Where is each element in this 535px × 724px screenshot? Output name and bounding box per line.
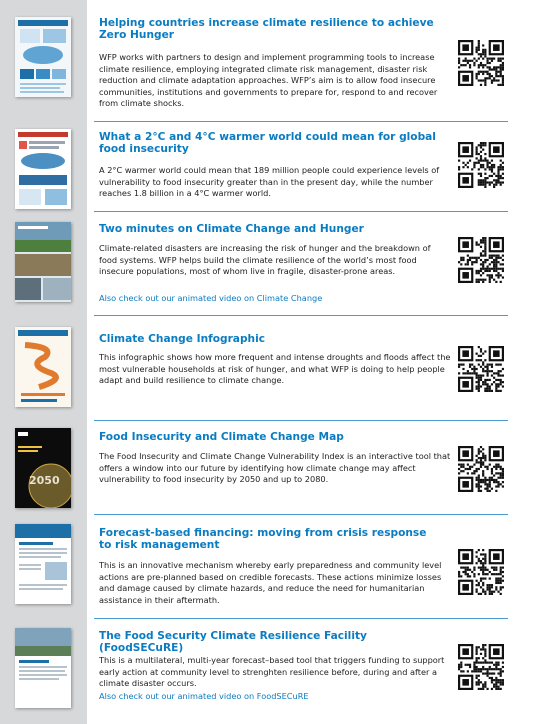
qr-code-icon bbox=[458, 40, 504, 86]
foodsecure-video-link[interactable]: Also check out our animated video on FoodSECuRE bbox=[99, 691, 309, 701]
thumbnail-video-climate-hunger[interactable] bbox=[15, 222, 71, 302]
entry-description: This is a multilateral, multi-year forecast–based tool that triggers funding to support early action at community level to strenghten resilience before, during and after a climate disaster occurs. bbox=[99, 655, 445, 689]
qr-code-icon bbox=[458, 142, 504, 188]
entry-title[interactable]: What a 2°C and 4°C warmer world could mean for global food insecurity bbox=[99, 131, 436, 156]
entry-title[interactable]: The Food Security Climate Resilience Facility (FoodSECuRE) bbox=[99, 630, 367, 655]
separator-line bbox=[94, 618, 508, 619]
thumbnail-climate-infographic[interactable] bbox=[15, 327, 71, 407]
entry-description: The Food Insecurity and Climate Change Vulnerability Index is an interactive tool that offers a window into our future by identifying how climate change may affect vulnerability to food insecurity by 2050 and up to 2080. bbox=[99, 451, 451, 485]
qr-code-icon bbox=[458, 446, 504, 492]
thumbnail-infographic-resilience[interactable] bbox=[15, 17, 71, 97]
separator-line bbox=[94, 514, 508, 515]
qr-code-icon bbox=[458, 237, 504, 283]
entry-title[interactable]: Helping countries increase climate resilience to achieve Zero Hunger bbox=[99, 17, 434, 42]
qr-code-icon bbox=[458, 644, 504, 690]
thumbnail-forecast-financing[interactable] bbox=[15, 524, 71, 604]
qr-code-icon bbox=[458, 549, 504, 595]
separator-line bbox=[94, 121, 508, 122]
entry-description: A 2°C warmer world could mean that 189 million people could experience levels of vulnerability to food insecurity greater than in the present day, while the number reaches 1.8 billion in a 4°C warmer world. bbox=[99, 165, 440, 199]
climate-change-video-link[interactable]: Also check out our animated video on Climate Change bbox=[99, 293, 323, 303]
thumbnail-food-insecurity-map[interactable] bbox=[15, 428, 71, 508]
separator-line bbox=[94, 211, 508, 212]
entry-title[interactable]: Forecast-based financing: moving from crisis response to risk management bbox=[99, 527, 427, 552]
thumbnail-foodsecure[interactable] bbox=[15, 628, 71, 708]
separator-line bbox=[94, 315, 508, 316]
entry-description: WFP works with partners to design and implement programming tools to increase climate resilience, employing integrated climate risk management, disaster risk reduction and climate adaptation approaches. WFP’s aim is to allow food insecure communities, institutions and governments to prepare for, respond to and recover from climate shocks. bbox=[99, 52, 438, 109]
entry-title[interactable]: Two minutes on Climate Change and Hunger bbox=[99, 223, 364, 235]
qr-code-icon bbox=[458, 346, 504, 392]
entry-title[interactable]: Climate Change Infographic bbox=[99, 333, 265, 345]
entry-description: This infographic shows how more frequent and intense droughts and floods affect the most vulnerable households at risk of hunger, and what WFP is doing to help people adapt and build resilience to climate change. bbox=[99, 352, 451, 386]
thumbnail-2050-label: 2050 bbox=[29, 474, 60, 487]
entry-description: Climate-related disasters are increasing the risk of hunger and the breakdown of food systems. WFP helps build the climate resilience of the world’s most food insecure populations, most of whom live in fragile, disaster-prone areas. bbox=[99, 243, 431, 277]
entry-title[interactable]: Food Insecurity and Climate Change Map bbox=[99, 431, 344, 443]
thumbnail-warmer-world[interactable] bbox=[15, 129, 71, 209]
separator-line bbox=[94, 420, 508, 421]
entry-description: This is an innovative mechanism whereby early preparedness and community level actions are pre-planned based on credible forecasts. These actions minimize losses and damage caused by climate hazards, and reduce the need for humanitarian assistance in their aftermath. bbox=[99, 560, 442, 605]
